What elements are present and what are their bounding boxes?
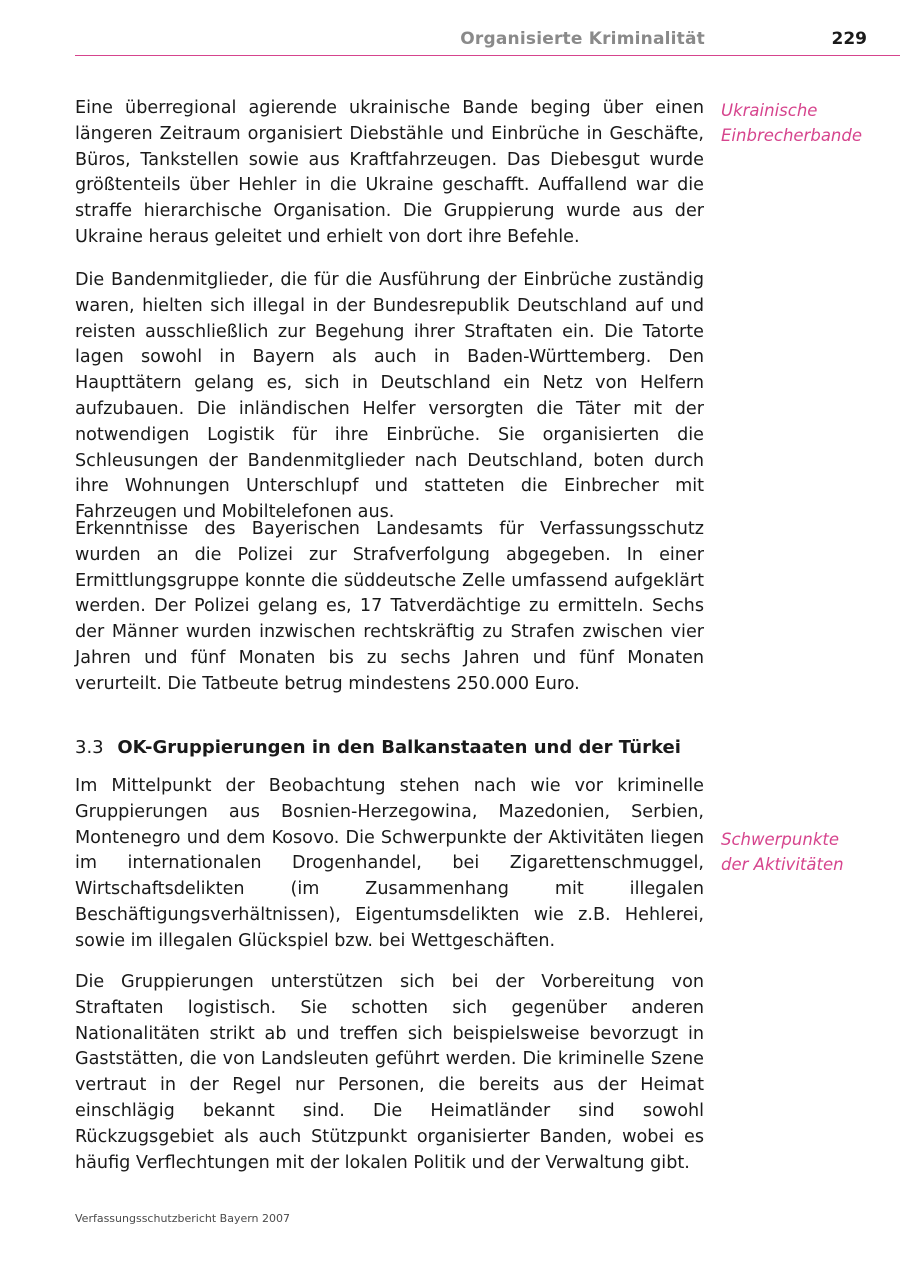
section-title: OK-Gruppierungen in den Balkanstaaten und der Türkei [117,737,681,758]
paragraph: Erkenntnisse des Bayerischen Landesamts für Verfassungsschutz wurden an die Polizei zur Strafverfolgung abgegeben. In einer Ermittlungsgruppe konnte die süddeutsche Zelle umfassend aufgeklärt werden. Der Polizei gelang es, 17 Tatverdächtige zu ermitteln. Sechs der Männer wurden inzwischen rechtskräftig zu Strafen zwischen vier Jahren und fünf Monaten bis zu sechs Jahren und fünf Monaten verurteilt. Die Tatbeute betrug mindestens 250.000 Euro. [75,519,704,694]
paragraph: Im Mittelpunkt der Beobachtung stehen nach wie vor kriminelle Gruppierungen aus Bosnien-Herzegowina, Mazedonien, Serbien, Montenegro und dem Kosovo. Die Schwerpunkte der Aktivitäten liegen im internationalen Drogenhandel, bei Zigarettenschmuggel, Wirtschaftsdelikten (im Zusammenhang mit illegalen Beschäftigungsverhältnissen), Eigentumsdelikten wie z.B. Hehlerei, sowie im illegalen Glückspiel bzw. bei Wettgeschäften. [75,776,704,951]
text-block-findings [75,517,704,698]
text-block-balkan [75,774,704,955]
margin-note-focus-activities [721,827,891,877]
margin-note-line: Einbrecherbande [721,126,863,145]
text-block-ukraine [75,96,704,251]
margin-note-line: Schwerpunkte [721,830,839,849]
page-footer: Verfassungsschutzbericht Bayern 2007 [75,1212,291,1225]
margin-note-line: der Aktivitäten [721,855,844,874]
page-number: 229 [831,29,867,49]
paragraph: Die Gruppierungen unterstützen sich bei der Vorbereitung von Straftaten logistisch. Sie schotten sich gegenüber anderen Nationalitäten strikt ab und treffen sich beispielsweise bevorzugt in Gaststätten, die von Landsleuten geführt werden. Die kriminelle Szene vertraut in der Regel nur Personen, die bereits aus der Heimat einschlägig bekannt sind. Die Heimatländer sind sowohl Rückzugsgebiet als auch Stützpunkt organisierter Banden, wobei es häufig Verflechtungen mit der lokalen Politik und der Verwaltung gibt. [75,972,704,1173]
text-block-logistics [75,970,704,1176]
page-header [75,28,900,56]
margin-note-line: Ukrainische [721,101,818,120]
paragraph: Eine überregional agierende ukrainische Bande beging über einen längeren Zeitraum organisiert Diebstähle und Einbrüche in Geschäfte, Büros, Tankstellen sowie aus Kraftfahrzeugen. Das Diebesgut wurde größtenteils über Hehler in die Ukraine geschafft. Auffallend war die straffe hierarchische Organisation. Die Gruppierung wurde aus der Ukraine heraus geleitet und erhielt von dort ihre Befehle. [75,98,704,247]
margin-note-ukrainian-gang [721,98,891,148]
chapter-title: Organisierte Kriminalität [460,29,705,49]
section-heading [75,735,704,761]
text-block-members [75,268,704,526]
paragraph: Die Bandenmitglieder, die für die Ausführung der Einbrüche zuständig waren, hielten sich illegal in der Bundesrepublik Deutschland auf und reisten ausschließlich zur Begehung ihrer Straftaten ein. Die Tatorte lagen sowohl in Bayern als auch in Baden-Württemberg. Den Haupttätern gelang es, sich in Deutschland ein Netz von Helfern aufzubauen. Die inländischen Helfer versorgten die Täter mit der notwendigen Logistik für ihre Einbrüche. Sie organisierten die Schleusungen der Bandenmitglieder nach Deutschland, boten durch ihre Wohnungen Unterschlupf und statteten die Einbrecher mit Fahrzeugen und Mobiltelefonen aus. [75,270,704,523]
section-number: 3.3 [75,737,104,758]
